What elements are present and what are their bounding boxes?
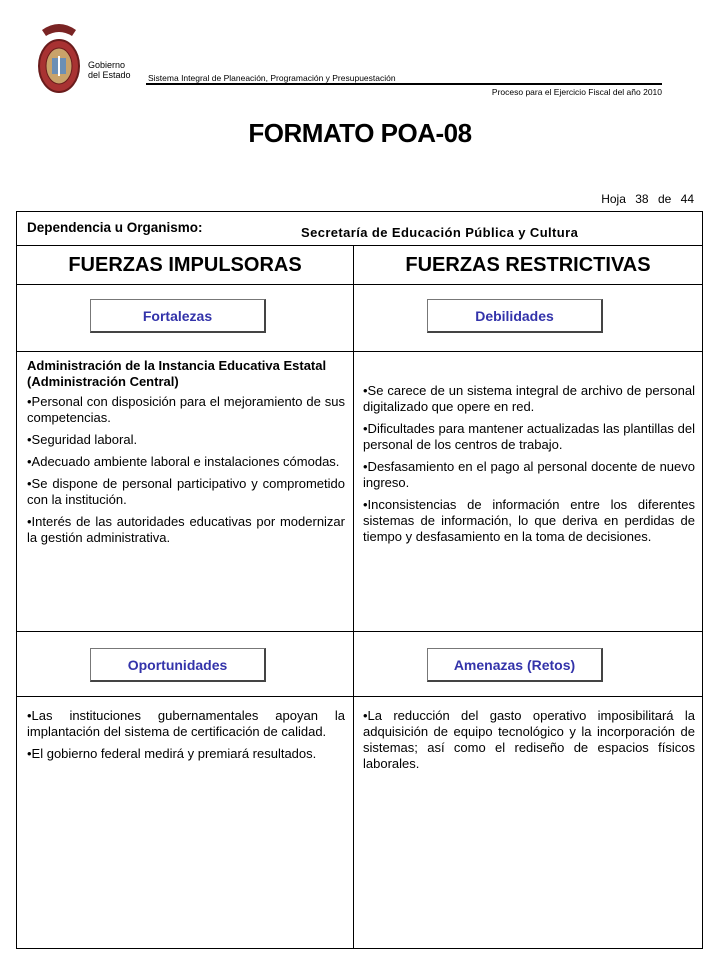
gobierno-label <box>88 60 131 80</box>
sistema-text: Sistema Integral de Planeación, Programación y Presupuestación <box>148 73 396 83</box>
header-divider <box>146 83 662 85</box>
fortalezas-cell <box>27 358 345 552</box>
oportunidades-cell <box>27 708 345 768</box>
oportunidades-label: Oportunidades <box>90 648 266 682</box>
debilidades-label: Debilidades <box>427 299 603 333</box>
debilidades-cell <box>363 383 695 551</box>
row-divider <box>17 351 702 352</box>
list-item: •Inconsistencias de información entre los diferentes sistemas de información, lo que deriva en perdidas de tiempo y desfasamiento en la toma de decisiones. <box>363 497 695 544</box>
list-item: •Adecuado ambiente laboral e instalaciones cómodas. <box>27 454 340 469</box>
fortalezas-heading: Administración de la Instancia Educativa Estatal (Administración Central) <box>27 358 327 389</box>
row-divider <box>17 696 702 697</box>
list-item: •Dificultades para mantener actualizadas las plantillas del personal de los centros de trabajo. <box>363 421 695 452</box>
dependencia-label: Dependencia u Organismo: <box>27 220 203 235</box>
page-title: FORMATO POA-08 <box>248 118 472 148</box>
foda-table <box>16 211 703 949</box>
list-item: •Las instituciones gubernamentales apoyan la implantación del sistema de certificación de calidad. <box>27 708 345 739</box>
gobierno-text: Gobierno <box>88 60 126 70</box>
dependencia-row <box>17 212 702 246</box>
del-estado-text: del Estado <box>88 70 131 80</box>
amenazas-label: Amenazas (Retos) <box>427 648 603 682</box>
list-item: •Interés de las autoridades educativas por modernizar la gestión administrativa. <box>27 514 345 545</box>
hoja-label: Hoja <box>601 192 626 206</box>
list-item: •Desfasamiento en el pago al personal docente de nuevo ingreso. <box>363 459 695 490</box>
row-divider <box>17 284 702 285</box>
list-item: •La reducción del gasto operativo imposibilitará la adquisición de equipo tecnológico y la incorporación de sistemas; así como el rediseño de espacios físicos laborales. <box>363 708 695 771</box>
hoja-total: 44 <box>680 192 694 206</box>
list-item: •Se carece de un sistema integral de archivo de personal digitalizado que opere en red. <box>363 383 695 414</box>
column-header-restrictivas: FUERZAS RESTRICTIVAS <box>405 254 651 276</box>
row-divider <box>17 631 702 632</box>
list-item: •Seguridad laboral. <box>27 432 138 447</box>
de-label: de <box>657 192 672 206</box>
amenazas-cell <box>363 708 695 778</box>
fortalezas-label: Fortalezas <box>90 299 266 333</box>
list-item: •Se dispone de personal participativo y comprometido con la institución. <box>27 476 345 507</box>
sheet-number <box>595 192 694 206</box>
dependencia-value: Secretaría de Educación Pública y Cultura <box>301 225 579 240</box>
hoja-number: 38 <box>635 192 649 206</box>
proceso-text: Proceso para el Ejercicio Fiscal del año 2010 <box>491 87 662 97</box>
state-seal-logo <box>34 18 84 98</box>
list-item: •Personal con disposición para el mejoramiento de sus competencias. <box>27 394 345 425</box>
column-header-impulsoras: FUERZAS IMPULSORAS <box>68 254 302 276</box>
list-item: •El gobierno federal medirá y premiará resultados. <box>27 746 317 761</box>
